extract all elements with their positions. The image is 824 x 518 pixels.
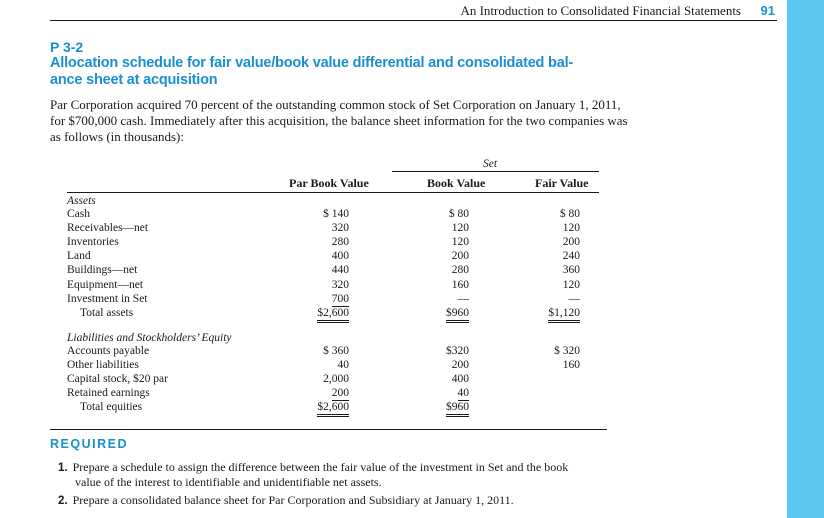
liabilitie-set-book-value: 400 <box>451 373 469 386</box>
liabilitie-label: Capital stock, $20 par <box>67 373 168 386</box>
asset-set-book-value: 160 <box>451 278 469 291</box>
asset-set-book-value: 120 <box>451 222 469 235</box>
asset-set-fair-value: $ 80 <box>559 208 580 220</box>
asset-par-value: 320 <box>331 278 349 291</box>
asset-set-fair-value: 200 <box>562 236 580 249</box>
liabilitie-set-book-value: $960 <box>446 400 469 417</box>
liabilitie-set-fair-value: 160 <box>562 359 580 372</box>
asset-set-book-value: 200 <box>451 250 469 263</box>
set-header: Set <box>482 158 498 170</box>
asset-set-book-value: $ 80 <box>448 208 469 220</box>
col-set-fair: Fair Value <box>535 176 589 190</box>
liabilitie-set-book-value: 200 <box>451 359 469 372</box>
asset-label: Investment in Set <box>67 292 148 305</box>
asset-set-book-value: $960 <box>446 306 469 323</box>
required-item-2-text: Prepare a consolidated balance sheet for Par Corporation and Subsidiary at January 1, 2011. <box>72 493 514 507</box>
asset-label: Total assets <box>80 306 134 319</box>
asset-label: Inventories <box>67 236 119 249</box>
required-item-1-text-cont: value of the interest to identifiable and unidentifiable net assets. <box>75 475 382 489</box>
problem-title-line-1: Allocation schedule for fair value/book value differential and consolidated bal- <box>50 55 574 71</box>
asset-label: Land <box>67 250 91 263</box>
page-edge-band <box>787 0 824 518</box>
col-par-book: Par Book Value <box>289 176 369 190</box>
section-rule <box>50 429 607 430</box>
asset-par-value: 400 <box>331 250 349 263</box>
running-header <box>50 0 777 21</box>
asset-par-value: 280 <box>331 236 349 249</box>
asset-label: Cash <box>67 208 90 220</box>
liabilities-heading: Liabilities and Stockholders’ Equity <box>67 332 232 344</box>
asset-set-fair-value: — <box>568 292 580 305</box>
asset-set-book-value: 120 <box>451 236 469 249</box>
liabilitie-par-value: $ 360 <box>323 345 349 357</box>
asset-label: Equipment—net <box>67 278 144 291</box>
problem-intro: Par Corporation acquired 70 percent of the outstanding common stock of Set Corporation on January 1, 2011, for $700,000 cash. Immediately after this acquisition, the balance sheet information for the two companies was as follows (in thousands): <box>50 97 628 144</box>
asset-set-book-value: 280 <box>451 264 469 277</box>
col-set-book: Book Value <box>427 176 486 190</box>
liabilitie-label: Accounts payable <box>67 345 150 357</box>
liabilitie-set-book-value: $320 <box>446 345 469 357</box>
required-item-1 <box>58 460 628 489</box>
asset-set-fair-value: 120 <box>562 278 580 291</box>
asset-par-value: 320 <box>331 222 349 235</box>
page-number: 91 <box>760 3 775 18</box>
liabilitie-par-value: 40 <box>337 359 349 372</box>
asset-label: Receivables—net <box>67 222 149 235</box>
asset-set-book-value: — <box>457 292 469 305</box>
required-item-2-number: 2. <box>58 495 68 507</box>
required-item-1-text: Prepare a schedule to assign the difference between the fair value of the investment in Set and the book <box>72 460 569 474</box>
liabilitie-par-value: 2,000 <box>323 373 349 386</box>
liabilitie-set-book-value: 40 <box>457 387 469 400</box>
asset-label: Buildings—net <box>67 264 138 277</box>
asset-set-fair-value: 240 <box>562 250 580 263</box>
header-rule <box>67 192 599 193</box>
required-item-2 <box>58 493 628 508</box>
problem-title <box>50 55 630 89</box>
asset-set-fair-value: $1,120 <box>548 306 580 323</box>
assets-heading: Assets <box>67 195 96 207</box>
asset-par-value: 440 <box>331 264 349 277</box>
problem-number: P 3-2 <box>50 39 84 55</box>
liabilitie-label: Total equities <box>80 401 143 414</box>
required-item-1-number: 1. <box>58 462 68 474</box>
asset-par-value: $ 140 <box>323 208 349 220</box>
asset-set-fair-value: 120 <box>562 222 580 235</box>
liabilitie-set-fair-value: $ 320 <box>554 345 580 357</box>
liabilitie-par-value: 200 <box>331 387 349 400</box>
asset-par-value: 700 <box>331 292 349 305</box>
problem-title-line-2: ance sheet at acquisition <box>50 72 218 88</box>
liabilitie-label: Other liabilities <box>67 359 139 372</box>
required-heading: REQUIRED <box>50 437 128 451</box>
liabilitie-label: Retained earnings <box>67 387 150 400</box>
set-header-rule <box>392 171 599 172</box>
asset-set-fair-value: 360 <box>562 264 580 277</box>
header-title: An Introduction to Consolidated Financial Statements <box>460 3 741 18</box>
liabilitie-par-value: $2,600 <box>317 400 349 417</box>
asset-par-value: $2,600 <box>317 306 349 323</box>
